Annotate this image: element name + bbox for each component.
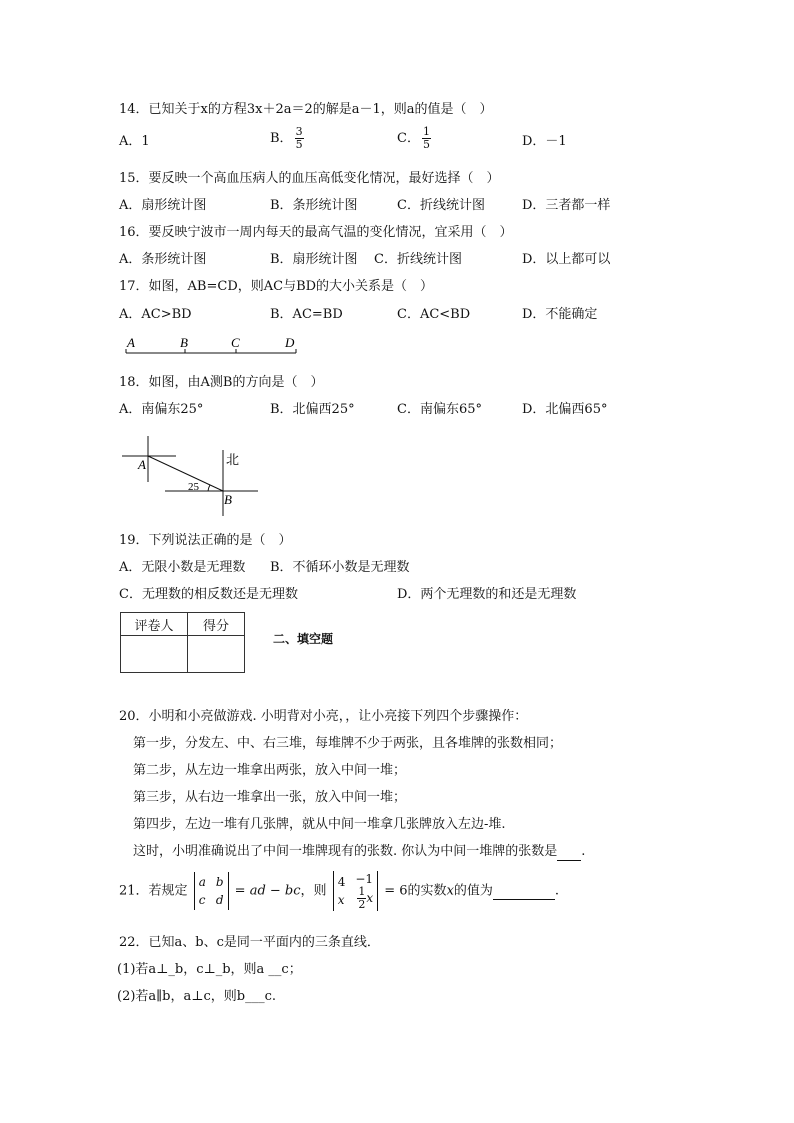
q19-option-a: A．无限小数是无理数 xyxy=(119,560,246,575)
score-table-score-cell[interactable] xyxy=(188,636,245,673)
q20-line-6: 这时，小明准确说出了中间一堆牌现有的张数. 你认为中间一堆牌的张数是 . xyxy=(133,844,586,859)
q14-option-a: A．1 xyxy=(119,134,150,149)
q18-option-d: D．北偏西65° xyxy=(522,402,608,417)
q16-option-c: C．折线统计图 xyxy=(374,252,462,267)
q14-option-c: C． $\frac{1}{5}$ xyxy=(397,125,430,151)
score-table xyxy=(120,612,245,673)
section-title-fill-in: 二、填空题 xyxy=(273,632,334,646)
q18-option-b: B．北偏西25° xyxy=(270,402,355,417)
q21-answer-blank[interactable] xyxy=(493,885,555,900)
q18-point-a: A xyxy=(138,457,146,472)
q20-answer-blank[interactable] xyxy=(557,844,581,861)
q17-point-b: B xyxy=(180,335,188,350)
q18-option-c: C．南偏东65° xyxy=(397,402,482,417)
q20-line-3: 第二步，从左边一堆拿出两张，放入中间一堆； xyxy=(133,763,407,778)
q20-line-4: 第三步，从右边一堆拿出一张，放入中间一堆； xyxy=(133,790,407,805)
q18-option-a: A．南偏东25° xyxy=(119,402,204,417)
q17-segment-figure xyxy=(120,332,310,358)
q17-stem: 17．如图，AB=CD，则AC与BD的大小关系是（ ） xyxy=(119,279,434,294)
q19-stem: 19．下列说法正确的是（ ） xyxy=(119,533,292,548)
q20-line-2: 第一步，分发左、中、右三堆，每堆牌不少于两张，且各堆牌的张数相同； xyxy=(133,736,563,751)
q17-option-d: D．不能确定 xyxy=(522,307,598,322)
q18-direction-figure xyxy=(120,432,270,522)
q15-option-a: A．扇形统计图 xyxy=(119,198,207,213)
q17-point-c: C xyxy=(231,335,240,350)
score-table-grader-header: 评卷人 xyxy=(121,613,188,636)
q18-north-label: 北 xyxy=(226,453,240,468)
q19-option-b: B．不循环小数是无理数 xyxy=(270,560,410,575)
q16-option-a: A．条形统计图 xyxy=(119,252,207,267)
q16-stem: 16．要反映宁波市一周内每天的最高气温的变化情况，宜采用（ ） xyxy=(119,225,513,240)
q20-line-1: 20．小明和小亮做游戏. 小明背对小亮，，让小亮接下列四个步骤操作： xyxy=(119,709,528,724)
q15-stem: 15．要反映一个高血压病人的血压高低变化情况，最好选择（ ） xyxy=(119,171,500,186)
q20-line-5: 第四步，左边一堆有几张牌，就从中间一堆拿几张牌放入左边-堆. xyxy=(133,817,506,832)
q15-option-b: B．条形统计图 xyxy=(270,198,358,213)
score-table-score-header: 得分 xyxy=(188,613,245,636)
q19-option-d: D．两个无理数的和还是无理数 xyxy=(397,587,577,602)
q18-stem: 18．如图，由A测B的方向是（ ） xyxy=(119,375,324,390)
q21-determinant-definition: a c b d xyxy=(194,872,229,910)
q21-line: 21．若规定 a c b d = ad − bc，则 4 x −1 $\frac{1}{2}$ x = 6的实数x的值为 . xyxy=(119,871,560,911)
q17-point-a: A xyxy=(127,335,135,350)
q15-option-c: C．折线统计图 xyxy=(397,198,485,213)
q17-option-a: A．AC>BD xyxy=(119,307,192,322)
score-table-grader-cell[interactable] xyxy=(121,636,188,673)
q18-angle-label: 25 xyxy=(188,481,199,493)
q17-option-c: C．AC<BD xyxy=(397,307,471,322)
q14-option-b: B． $\frac{3}{5}$ xyxy=(270,125,303,151)
q22-stem: 22．已知a、b、c是同一平面内的三条直线． xyxy=(119,935,380,950)
q21-determinant-given: 4 x −1 $\frac{1}{2}$ x xyxy=(333,871,378,911)
q16-option-b: B．扇形统计图 xyxy=(270,252,358,267)
q22-part-1: (1)若a⊥_b，c⊥_b，则a __c； xyxy=(117,962,302,977)
q14-option-d: D．－1 xyxy=(522,134,567,149)
q15-option-d: D．三者都一样 xyxy=(522,198,611,213)
q18-point-b: B xyxy=(224,492,232,507)
q19-option-c: C．无理数的相反数还是无理数 xyxy=(119,587,298,602)
q17-option-b: B．AC=BD xyxy=(270,307,343,322)
q16-option-d: D．以上都可以 xyxy=(522,252,611,267)
q22-part-2: (2)若a∥b，a⊥c，则b___c. xyxy=(117,989,276,1004)
q17-point-d: D xyxy=(285,335,295,350)
q14-stem: 14．已知关于x的方程3x＋2a＝2的解是a－1，则a的值是（ ） xyxy=(119,102,493,117)
